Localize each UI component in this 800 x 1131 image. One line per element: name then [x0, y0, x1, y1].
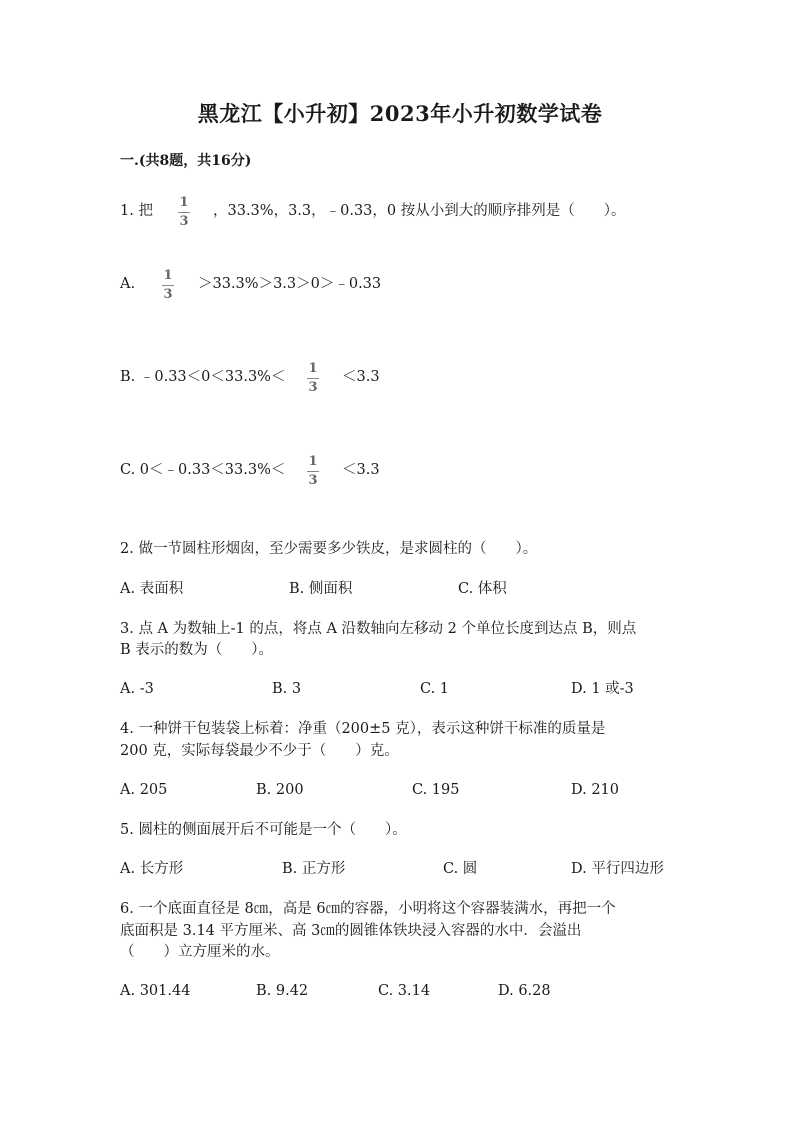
fraction-bar — [307, 378, 319, 379]
q4-option-c: C. 195 — [412, 782, 460, 798]
q4-option-b: B. 200 — [256, 782, 304, 798]
fraction-denominator: 3 — [163, 287, 173, 302]
q4-stem-line2: 200 克，实际每袋最少不少于（ ）克。 — [120, 743, 399, 759]
q1-option-a-fraction — [160, 269, 176, 302]
q5-stem: 5. 圆柱的侧面展开后不可能是一个（ ）。 — [120, 822, 407, 838]
fraction-denominator: 3 — [308, 473, 318, 488]
q3-option-c: C. 1 — [420, 681, 450, 697]
q1-option-b-fraction — [305, 362, 321, 395]
q3-option-d: D. 1 或-3 — [571, 681, 634, 697]
q6-stem-line1: 6. 一个底面直径是 8㎝，高是 6㎝的容器，小明将这个容器装满水，再把一个 — [120, 901, 616, 917]
q3-option-b: B. 3 — [272, 681, 302, 697]
q6-option-d: D. 6.28 — [498, 983, 551, 999]
q1-option-c-fraction — [305, 455, 321, 488]
q2-option-c: C. 体积 — [458, 581, 507, 597]
fraction-denominator: 3 — [179, 214, 189, 229]
fraction-bar — [307, 471, 319, 472]
q1-stem-suffix: ，33.3%，3.3，﹣0.33，0 按从小到大的顺序排列是（ ）。 — [213, 203, 626, 219]
fraction-denominator: 3 — [308, 380, 318, 395]
q1-stem-prefix: 1. 把 — [120, 203, 153, 219]
fraction-numerator: 1 — [179, 195, 189, 210]
q6-option-b: B. 9.42 — [256, 983, 309, 999]
fraction-numerator: 1 — [163, 268, 173, 283]
q1-fraction — [176, 196, 192, 229]
q2-stem: 2. 做一节圆柱形烟囱，至少需要多少铁皮，是求圆柱的（ ）。 — [120, 541, 538, 557]
q1-option-b-text: B. ﹣0.33＜0＜33.3%＜ — [120, 369, 286, 385]
q4-option-a: A. 205 — [120, 782, 168, 798]
q5-option-c: C. 圆 — [443, 861, 478, 877]
q4-stem-line1: 4. 一种饼干包装袋上标着：净重（200±5 克），表示这种饼干标准的质量是 — [120, 721, 606, 737]
section-heading: 一.(共8题，共16分) — [120, 153, 252, 169]
q1-option-a-label: A. — [120, 276, 136, 292]
q1-option-c-text: C. 0＜﹣0.33＜33.3%＜ — [120, 462, 286, 478]
page-title: 黑龙江【小升初】2023年小升初数学试卷 — [197, 101, 603, 126]
fraction-bar — [178, 212, 190, 213]
q4-option-d: D. 210 — [571, 782, 620, 798]
fraction-numerator: 1 — [308, 361, 318, 376]
q1-option-a-text: ＞33.3%＞3.3＞0＞﹣0.33 — [198, 276, 382, 292]
q6-stem-line3: （ ）立方厘米的水。 — [120, 944, 280, 960]
q5-option-d: D. 平行四边形 — [571, 861, 664, 877]
q3-stem-line2: B 表示的数为（ ）。 — [120, 642, 274, 658]
q5-option-a: A. 长方形 — [120, 861, 184, 877]
q1-option-c-tail: ＜3.3 — [342, 462, 380, 478]
q5-option-b: B. 正方形 — [282, 861, 346, 877]
q6-option-c: C. 3.14 — [378, 983, 431, 999]
q6-option-a: A. 301.44 — [120, 983, 191, 999]
q2-option-b: B. 侧面积 — [289, 581, 353, 597]
q3-option-a: A. -3 — [120, 681, 154, 697]
fraction-numerator: 1 — [308, 454, 318, 469]
q2-option-a: A. 表面积 — [120, 581, 184, 597]
q1-option-b-tail: ＜3.3 — [342, 369, 380, 385]
q6-stem-line2: 底面积是 3.14 平方厘米、高 3㎝的圆锥体铁块浸入容器的水中．会溢出 — [120, 923, 582, 939]
q3-stem-line1: 3. 点 A 为数轴上-1 的点，将点 A 沿数轴向左移动 2 个单位长度到达点 B，则点 — [120, 621, 637, 637]
fraction-bar — [162, 285, 174, 286]
